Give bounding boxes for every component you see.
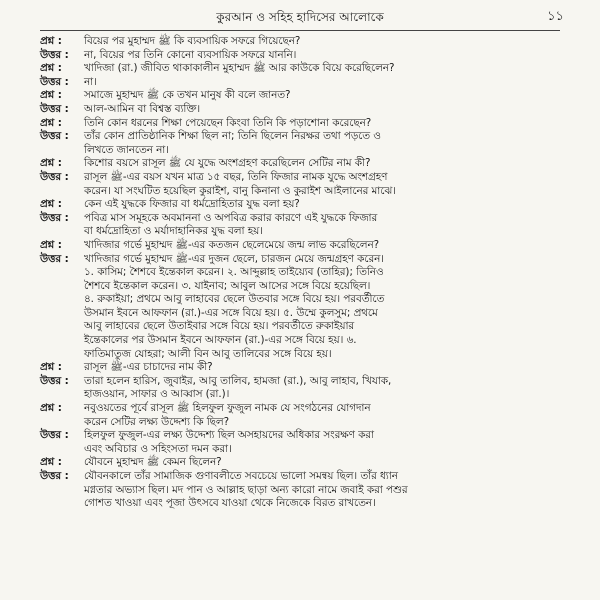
- answer-text: [84, 103, 560, 117]
- question-label: প্রশ্ন :: [40, 157, 62, 170]
- question-text: [84, 117, 560, 131]
- answer-label: উত্তর :: [40, 75, 69, 88]
- text-line: উসমান ইবনে আফফান (রা.)-এর সঙ্গে বিয়ে হয়। ৫. উম্মে কুলসুম; প্রথমে: [84, 306, 378, 319]
- qa-list: [40, 35, 560, 511]
- answer-text: [84, 171, 560, 198]
- text-line: রাসূল ﷺ-এর বয়স যখন মাত্র ১৫ বছর, তিনি ফিজার নামক যুদ্ধে অংশগ্রহণ: [84, 170, 388, 183]
- text-line: খাদিজা (রা.) জীবিত থাকাকালীন মুহাম্মদ ﷺ আর কাউকে বিয়ে করেছিলেন?: [84, 62, 395, 75]
- text-line: খাদিজার গর্ভে মুহাম্মদ ﷺ-এর দুজন ছেলে, চারজন মেয়ে জন্মগ্রহণ করেন।: [84, 252, 384, 265]
- question-label: প্রশ্ন :: [40, 35, 62, 47]
- answer-label: উত্তর :: [40, 48, 69, 61]
- text-line: যৌবনকালে তাঁর সামাজিক গুণাবলীতে সবচেয়ে ভালো সমন্বয় ছিল। তাঁর ধ্যান: [84, 470, 398, 482]
- answer-text: [84, 130, 560, 157]
- text-line: রাসূল ﷺ-এর চাচাদের নাম কী?: [84, 361, 213, 374]
- text-line: ইন্তেকালের পর উসমান ইবনে আফফান (রা.)-এর সঙ্গে বিয়ে হয়। ৬.: [84, 334, 357, 347]
- question-text: [84, 456, 560, 470]
- text-line: এবং অবিচার ও সহিংসতা দমন করা।: [84, 442, 232, 455]
- text-line: তাঁর কোন প্রাতিষ্ঠানিক শিক্ষা ছিল না; তিনি ছিলেন নিরক্ষর তথা পড়তে ও: [84, 130, 381, 143]
- text-line: নবুওয়তের পূর্বে রাসূল ﷺ হিলফুল ফুজুল নামক যে সংগঠনের যোগদান: [84, 402, 371, 415]
- answer-text: [84, 76, 560, 90]
- answer-label: উত্তর :: [40, 470, 69, 482]
- text-line: গোশত খাওয়া এবং পূজা উৎসবে যাওয়া থেকে নিজেকে বিরত রাখতেন।: [84, 497, 376, 510]
- text-line: হিলফুল ফুজুল-এর লক্ষ্য উদ্দেশ্য ছিল অসহায়দের অধিকার সংরক্ষণ করা: [84, 429, 374, 442]
- page-header: [40, 4, 564, 31]
- text-line: তারা হলেন হারিস, জুবাইর, আবু তালিব, হামজা (রা.), আবু লাহাব, খিযাক,: [84, 374, 392, 387]
- running-title: কুরআন ও সহিহ হাদিসের আলোকে: [216, 10, 384, 24]
- text-line: বা ধর্মদ্রোহিতা ও মর্যাদাহানিকর যুদ্ধ বলা হয়।: [84, 225, 263, 238]
- text-line: কেন এই যুদ্ধকে ফিজার বা ধর্মদ্রোহিতার যুদ্ধ বলা হয়?: [84, 198, 300, 211]
- text-line: ৪. রুকাইয়া; প্রথমে আবু লাহাবের ছেলে উতবার সঙ্গে বিয়ে হয়। পরবর্তীতে: [84, 293, 385, 306]
- text-line: আল-আমিন বা বিশ্বস্ত ব্যক্তি।: [84, 102, 201, 115]
- question-text: [84, 239, 560, 253]
- question-text: [84, 89, 560, 103]
- question-label: প্রশ্ন :: [40, 198, 62, 211]
- text-line: ১. কাসিম; শৈশবে ইন্তেকাল করেন। ২. আব্দুল্লাহ তাইয়্যেব (তাহির); তিনিও: [84, 266, 384, 279]
- question-text: [84, 35, 560, 49]
- question-text: [84, 198, 560, 212]
- text-line: পবিত্র মাস সমূহকে অবমাননা ও অপবিত্র করার কারণে এই যুদ্ধকে ফিজার: [84, 211, 378, 224]
- question-text: [84, 361, 560, 375]
- question-label: প্রশ্ন :: [40, 116, 62, 129]
- text-line: না।: [84, 75, 97, 88]
- answer-label: উত্তর :: [40, 252, 69, 265]
- answer-text: [84, 212, 560, 239]
- answer-label: উত্তর :: [40, 130, 69, 143]
- question-text: [84, 62, 560, 76]
- question-label: প্রশ্ন :: [40, 402, 62, 415]
- answer-text: [84, 375, 560, 402]
- text-line: শৈশবে ইন্তেকাল করেন। ৩. যাইনাব; আবুল আসের সঙ্গে বিয়ে হয়েছিল।: [84, 279, 371, 292]
- answer-text: [84, 49, 560, 63]
- answer-text: [84, 253, 560, 362]
- answer-label: উত্তর :: [40, 102, 69, 115]
- answer-label: উত্তর :: [40, 429, 69, 442]
- text-line: বিয়ের পর মুহাম্মদ ﷺ কি ব্যবসায়িক সফরে গিয়েছেন?: [84, 35, 301, 47]
- question-label: প্রশ্ন :: [40, 238, 62, 251]
- answer-label: উত্তর :: [40, 374, 69, 387]
- text-line: হাজওয়ান, সাফার ও আব্বাস (রা.)।: [84, 388, 230, 401]
- question-text: [84, 157, 560, 171]
- answer-text: [84, 470, 560, 511]
- text-line: মগ্নতার অভ্যাস ছিল। মদ পান ও আল্লাহ ছাড়া অন্য কারো নামে জবাই করা পশুর: [84, 483, 408, 496]
- text-line: যৌবনে মুহাম্মদ ﷺ কেমন ছিলেন?: [84, 456, 222, 469]
- text-line: তিনি কোন ধরনের শিক্ষা পেয়েছেন কিংবা তিনি কি পড়াশোনা করেছেন?: [84, 116, 372, 129]
- text-line: আবু লাহাবের ছেলে উতাইবার সঙ্গে বিয়ে হয়। পরবর্তীতে রুকাইয়ার: [84, 320, 355, 333]
- text-line: করেন। যা সংঘটিত হয়েছিল কুরাইশ, বানু কিনানা ও কুরাইশ আইলানের মাঝে।: [84, 184, 396, 197]
- text-line: না, বিয়ের পর তিনি কোনো ব্যবসায়িক সফরে যাননি।: [84, 48, 297, 61]
- answer-label: উত্তর :: [40, 170, 69, 183]
- question-text: [84, 402, 560, 429]
- answer-label: উত্তর :: [40, 211, 69, 224]
- question-label: প্রশ্ন :: [40, 361, 62, 374]
- answer-text: [84, 429, 560, 456]
- text-line: কিশোর বয়সে রাসূল ﷺ যে যুদ্ধে অংশগ্রহণ করেছিলেন সেটির নাম কী?: [84, 157, 371, 170]
- text-line: ফাতিমাতুজ যোহরা; আলী বিন আবু তালিবের সঙ্গে বিয়ে হয়।: [84, 347, 332, 360]
- text-line: সমাজে মুহাম্মদ ﷺ কে তখন মানুষ কী বলে জানত?: [84, 89, 291, 102]
- question-label: প্রশ্ন :: [40, 456, 62, 469]
- text-line: খাদিজার গর্ভে মুহাম্মদ ﷺ-এর কতজন ছেলেমেয়ে জন্ম লাভ করেছিলেন?: [84, 238, 380, 251]
- page-number: ১১: [547, 9, 564, 24]
- question-label: প্রশ্ন :: [40, 89, 62, 102]
- text-line: করেন সেটির লক্ষ্য উদ্দেশ্য কি ছিল?: [84, 415, 230, 428]
- text-line: লিখতে জানতেন না।: [84, 143, 169, 156]
- question-label: প্রশ্ন :: [40, 62, 62, 75]
